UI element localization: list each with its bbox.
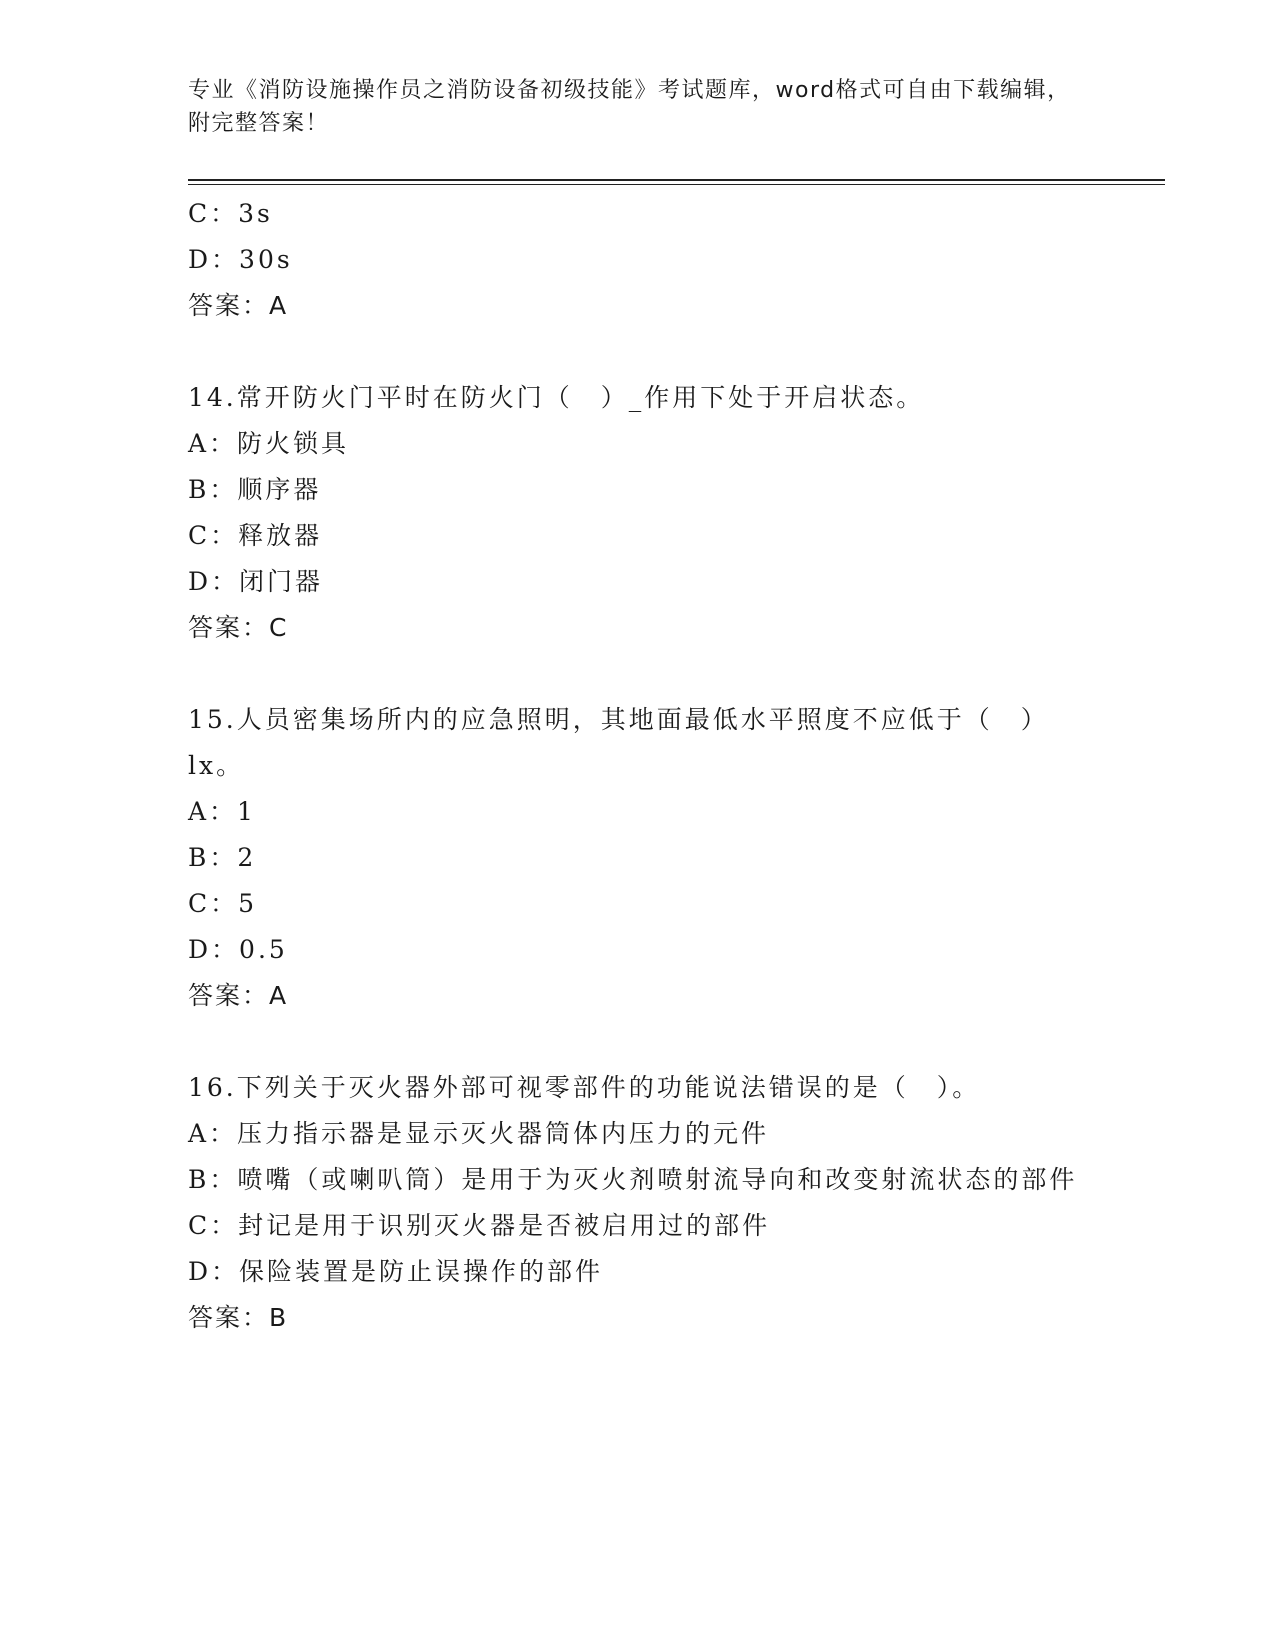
option-b: B：2 — [188, 843, 257, 872]
answer-line: 答案：C — [188, 613, 289, 642]
question-14 — [188, 375, 1088, 651]
option-d: D：30s — [188, 245, 293, 274]
question-list — [188, 191, 1088, 1341]
question-stem: 14.常开防火门平时在防火门（ ）_作用下处于开启状态。 — [188, 383, 925, 412]
answer-line: 答案：A — [188, 291, 289, 320]
question-15 — [188, 697, 1088, 1019]
header-divider-thick — [188, 179, 1165, 181]
document-header: 专业《消防设施操作员之消防设备初级技能》考试题库，word格式可自由下载编辑，附完整答案！ — [188, 78, 1071, 136]
option-b: B：顺序器 — [188, 475, 322, 504]
answer-line: 答案：A — [188, 981, 289, 1010]
option-c: C：3s — [188, 199, 273, 228]
question-stem: 16.下列关于灭火器外部可视零部件的功能说法错误的是（ ）。 — [188, 1073, 981, 1102]
option-a: A：压力指示器是显示灭火器筒体内压力的元件 — [188, 1119, 770, 1148]
option-d: D：闭门器 — [188, 567, 324, 596]
option-a: A：防火锁具 — [188, 429, 350, 458]
question-stem: 15.人员密集场所内的应急照明，其地面最低水平照度不应低于（ ）lx。 — [188, 705, 1049, 780]
option-b: B：喷嘴（或喇叭筒）是用于为灭火剂喷射流导向和改变射流状态的部件 — [188, 1165, 1078, 1194]
option-c: C：5 — [188, 889, 258, 918]
previous-question-tail — [188, 191, 1088, 329]
question-16 — [188, 1065, 1088, 1341]
option-d: D：保险装置是防止误操作的部件 — [188, 1257, 604, 1286]
header-divider-thin — [188, 184, 1165, 185]
option-c: C：封记是用于识别灭火器是否被启用过的部件 — [188, 1211, 771, 1240]
option-a: A：1 — [188, 797, 256, 826]
answer-line: 答案：B — [188, 1303, 289, 1332]
option-c: C：释放器 — [188, 521, 323, 550]
option-d: D：0.5 — [188, 935, 288, 964]
